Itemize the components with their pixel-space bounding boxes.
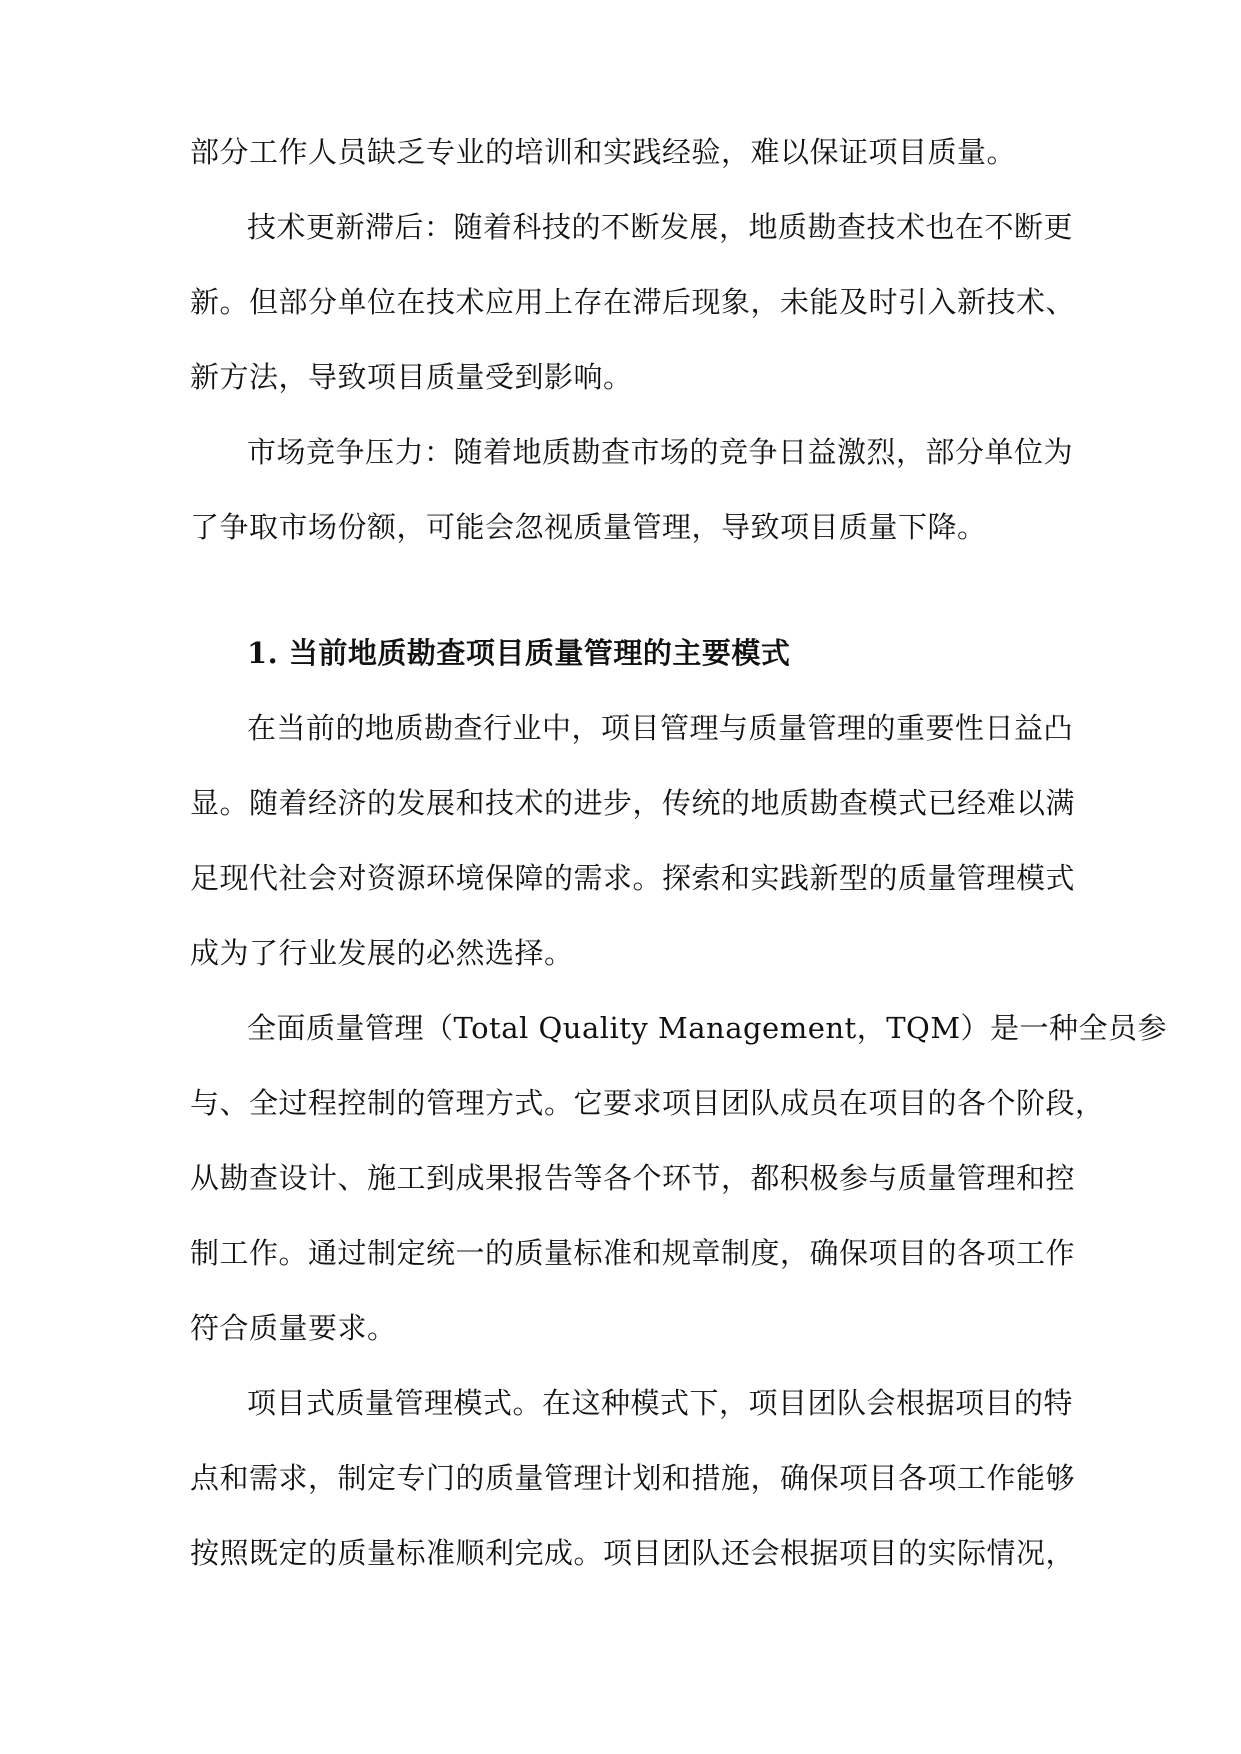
text-line: 部分工作人员缺乏专业的培训和实践经验，难以保证项目质量。 [190,135,1017,169]
text-line: 点和需求，制定专门的质量管理计划和措施，确保项目各项工作能够 [190,1461,1076,1495]
text-line: 新。但部分单位在技术应用上存在滞后现象，未能及时引入新技术、 [190,285,1076,319]
text-line: 足现代社会对资源环境保障的需求。探索和实践新型的质量管理模式 [190,861,1076,895]
text-line: 与、全过程控制的管理方式。它要求项目团队成员在项目的各个阶段， [190,1086,1105,1120]
text-line: 从勘查设计、施工到成果报告等各个环节，都积极参与质量管理和控 [190,1161,1076,1195]
text-line: 新方法，导致项目质量受到影响。 [190,360,633,394]
text-line: 了争取市场份额，可能会忽视质量管理，导致项目质量下降。 [190,510,987,544]
text-line: 按照既定的质量标准顺利完成。项目团队还会根据项目的实际情况， [190,1536,1076,1570]
text-line: 显。随着经济的发展和技术的进步，传统的地质勘查模式已经难以满 [190,786,1076,820]
text-line: 市场竞争压力：随着地质勘查市场的竞争日益激烈，部分单位为 [247,435,1074,469]
text-line: 成为了行业发展的必然选择。 [190,936,574,970]
text-line: 制工作。通过制定统一的质量标准和规章制度，确保项目的各项工作 [190,1236,1076,1270]
text-line: 全面质量管理（Total Quality Management，TQM）是一种全员参 [247,1011,1168,1045]
section-heading: 1. 当前地质勘查项目质量管理的主要模式 [247,636,791,670]
text-line: 符合质量要求。 [190,1311,397,1345]
text-line: 在当前的地质勘查行业中，项目管理与质量管理的重要性日益凸 [247,711,1074,745]
text-line: 项目式质量管理模式。在这种模式下，项目团队会根据项目的特 [247,1386,1074,1420]
text-line: 技术更新滞后：随着科技的不断发展，地质勘查技术也在不断更 [247,210,1074,244]
